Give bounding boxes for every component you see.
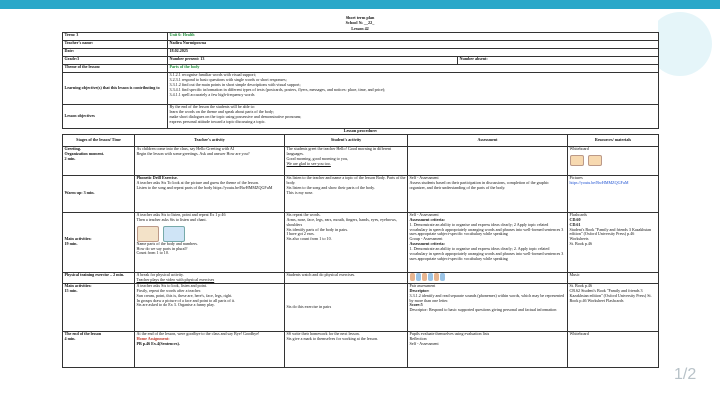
date-label: Date:: [63, 48, 168, 56]
lesson-number: Lesson 42: [351, 25, 369, 31]
text-line: Self - Assessment: [409, 212, 439, 217]
objective-line: 3.4.1.1 spell accurately a few high-frequency words: [169, 91, 255, 97]
table-row: [63, 146, 659, 175]
lesson-procedure-table: [62, 129, 659, 368]
assessment-cell: [408, 212, 568, 272]
term-label: Term: 3: [63, 32, 168, 40]
stage-cell: [63, 272, 135, 283]
school-number: School № __22_: [345, 20, 375, 26]
stage-line: The end of the lesson: [64, 331, 102, 336]
assessment-cell: [408, 331, 568, 367]
lesson-objectives: [168, 104, 659, 128]
exercise-kids-image: [410, 273, 566, 281]
text-line: As children come into the class, say Hello Greeting with AI: [136, 146, 235, 151]
stage-cell: [63, 146, 135, 175]
text-line: Sts are asked to do Ex 3. Organise a funny play.: [136, 302, 215, 308]
plan-info-table: [62, 32, 659, 129]
text-line: CB.62 Student's Book "Family and friends 3 Kazakhstan edition" (Oxford University Press) St. Book p.46 Worksheet Flashcards: [569, 287, 652, 303]
table-row: [63, 212, 659, 272]
text-line: Pictures: [569, 175, 583, 180]
document-header: [62, 15, 658, 31]
student-cell: [285, 331, 408, 367]
lesson-date: 18.02.2025: [168, 48, 659, 56]
objectives-label: Learning objective(s) that this lesson is contributing to: [63, 72, 168, 104]
stage-line: 2 min.: [64, 155, 76, 161]
number-absent: Number absent:: [458, 56, 659, 64]
assessment-cell: [408, 283, 568, 331]
stage-line: Greeting.: [64, 146, 81, 151]
grade-label: Grade:3: [63, 56, 168, 64]
lesson-plan-document: [62, 15, 658, 385]
smiley-icons: [570, 154, 657, 166]
text-line: Sts listen to the teacher and name a topic of the lesson Body. Parts of the body.: [286, 175, 406, 185]
text-line: Descriptor: Respond to basic supported questions giving personal and factual information: [409, 307, 557, 313]
student-cell: [285, 146, 408, 175]
text-line: Whiteboard: [569, 146, 589, 151]
assessment-cell: [408, 146, 568, 175]
text-line: A teacher asks Sts To look at the picture and guess the theme of the lesson.: [136, 179, 259, 185]
text-line: 3.3.1.2 identify and read separate sounds (phonemes) within words, which may be represented by more than one letter.: [409, 292, 565, 303]
text-line: Sts do this exercise in pairs: [286, 303, 332, 309]
teacher-name: Nadira Nurmipowna: [168, 40, 659, 48]
text-line: Firstly, repeat the words after a teacher.: [136, 287, 202, 293]
teacher-cell: [135, 146, 285, 175]
text-line: Begin the lesson with some greetings. Ask and answer How are you?: [136, 150, 250, 156]
objective-line: 3.1.2.1 recognise familiar words with visual support;: [169, 72, 257, 77]
student-cell: [285, 272, 408, 283]
text-line: Good morning, good morning to you,: [286, 155, 349, 161]
unit-title: Unit 6: Health: [168, 32, 659, 40]
stage-line: Physical training exercise – 2 min.: [64, 272, 125, 277]
top-accent-bar: [0, 0, 720, 9]
stage-line: Organization moment.: [64, 150, 105, 156]
student-cell: [285, 175, 408, 212]
number-present: Number present: 13: [168, 56, 458, 64]
text-line: Assessment criteria:: [409, 241, 445, 247]
assessment-cell: [408, 175, 568, 212]
learning-objectives: [168, 72, 659, 104]
teacher-cell: [135, 212, 285, 272]
text-line: Self - Assessment: [409, 175, 439, 180]
resources-cell: [568, 331, 659, 367]
video-link[interactable]: https://youtu.be/BwHMMZQGFuM: [569, 179, 629, 185]
objective-line: express personal attitude toward a topic discussing a topic.: [169, 118, 266, 124]
table-row: [63, 272, 659, 283]
teacher-cell: [135, 175, 285, 212]
text-line: Pupils evaluate themselves using evaluation lists: [409, 331, 490, 336]
text-line: Sts identify parts of the body in pairs.: [286, 226, 349, 232]
text-line: Score:5: [409, 302, 423, 308]
text-line: Arms, nose, face, legs, ears, mouth, fingers, hands, eyes, eyebrows, shoulders: [286, 216, 397, 227]
text-line: Sts give a mark to themselves for working at the lesson.: [286, 335, 379, 341]
teacher-cell: [135, 331, 285, 367]
objective-line: By the end of the lesson the students will be able to:: [169, 104, 255, 109]
text-line: PB p.46 Ex.4(Sentences).: [136, 340, 180, 346]
table-row: [63, 283, 659, 331]
text-line: A break for physical activity.: [136, 272, 184, 277]
text-line: Teacher plays the video with physical exercises: [136, 276, 215, 282]
stage-line: Main activities:: [64, 236, 92, 242]
col-stage: Stages of the lesson/ Time: [63, 134, 135, 146]
text-line: In groups draw a picture of a face and point to all parts of it.: [136, 297, 236, 303]
stage-cell: [63, 175, 135, 212]
text-line: I have got 2 ears.: [286, 231, 315, 237]
text-line: St. Book p.46: [569, 241, 593, 247]
text-line: Whiteboard: [569, 331, 589, 336]
lesson-theme: Parts of the body: [168, 64, 659, 72]
teacher-label: Teacher's name:: [63, 40, 168, 48]
text-line: Music: [569, 272, 580, 277]
objective-line: 3.3.1.2 find out the main points in short simple descriptions with visual support;: [169, 81, 301, 87]
text-line: Pair assessment: [409, 283, 436, 288]
text-line: A teacher asks Sts to listen, point and repeat Ex 1 p 46: [136, 212, 226, 217]
stage-line: 19 min.: [64, 241, 78, 247]
text-line: This is my nose.: [286, 189, 314, 195]
table-row: [63, 175, 659, 212]
body-pictures: [137, 225, 283, 242]
text-line: Assessment criteria:: [409, 216, 445, 222]
page-number: 1/2: [674, 366, 697, 383]
col-student: Student's activity: [285, 134, 408, 146]
text-line: Group - Assessment: [409, 236, 443, 242]
table-row: [63, 331, 659, 367]
stage-line: Main activities:: [64, 283, 92, 288]
text-line: Listen to the song and repeat parts of the body https://youtu.be/BwHMMZQGFuM: [136, 184, 273, 190]
objective-line: 3.2.3.1 respond to basic questions with single words or short responses;: [169, 76, 287, 82]
stage-cell: [63, 212, 135, 272]
text-line: 1. Demonstrate an ability to organise and express ideas clearly; 2. Apply topic related vocabulary in speech appropriately arranging words and phrases into well-formed sentences 3 uses appropriate subject-specific vocabulary while speaking: [409, 246, 564, 261]
text-line: We are glad to see you too.: [286, 160, 331, 166]
teacher-cell: [135, 283, 285, 331]
text-line: Phonetic Drill Exercise.: [136, 175, 178, 180]
col-resources: Resources/ materials: [568, 134, 659, 146]
body-picture-image: [163, 226, 185, 242]
text-line: Self - Assessment: [409, 340, 439, 346]
text-line: Sts also count from 1 to 10.: [286, 236, 332, 242]
text-line: Sun cream, point, this is, these are, here's, face, legs, right.: [136, 292, 233, 298]
objective-line: learn the words on the theme and speak about parts of the body;: [169, 108, 275, 114]
text-line: Worksheets: [569, 236, 589, 242]
lesson-objectives-label: Lesson objectives: [63, 104, 168, 128]
text-line: Reflection: [409, 335, 427, 341]
smiley-icon: [588, 155, 602, 166]
text-line: Sts listen to the song and show their parts of the body.: [286, 184, 375, 190]
stage-cell: [63, 331, 135, 367]
resources-cell: [568, 212, 659, 272]
resources-cell: [568, 146, 659, 175]
text-line: Name parts of the body and numbers.: [136, 240, 199, 246]
stage-line: Warm up: 3 min.: [64, 190, 95, 196]
text-line: 1. Demonstrate an ability to organise and express ideas clearly; 2 Apply topic related vocabulary in speech appropriately arranging words and phrases into well-formed sentences 3 uses appropriate subject-specific vocabulary while speaking: [409, 221, 564, 237]
student-cell: [285, 212, 408, 272]
text-line: Descriptor:: [409, 287, 430, 293]
body-picture-image: [137, 226, 159, 242]
text-line: CD.61: [569, 221, 581, 227]
teacher-cell: [135, 272, 285, 283]
text-line: Flashcards: [569, 212, 588, 217]
stage-line: 4 min.: [64, 335, 76, 341]
col-assessment: Assessment: [408, 134, 568, 146]
text-line: At the end of the lesson, were goodbye to the class and say Bye! Goodbye!: [136, 331, 260, 336]
text-line: SS write their homework for the next lesson.: [286, 331, 360, 336]
assessment-cell: [408, 272, 568, 283]
resources-cell: [568, 175, 659, 212]
col-teacher: Teacher's activity: [135, 134, 285, 146]
text-line: Sts repeat the words.: [286, 212, 321, 217]
text-line: How do we say parts in plural?: [136, 245, 188, 251]
smiley-icon: [570, 155, 584, 166]
stage-cell: [63, 283, 135, 331]
text-line: Count from 1 to 10.: [136, 250, 169, 256]
resources-cell: [568, 283, 659, 331]
doc-title: Short term plan: [345, 15, 375, 20]
text-line: Assess students based on their participation in discussions, completion of the graphic organizer, and their understanding of the parts of the body.: [409, 179, 549, 190]
objective-line: 3.3.4.1 find specific information in different types of texts (postcards, posters, flyers, messages, and notices: place, time, and price);: [169, 86, 386, 92]
text-line: Students watch and do physical exercises.: [286, 272, 356, 277]
procedure-title: Lesson procedure:: [343, 128, 378, 133]
text-line: St. Book p.46: [569, 283, 593, 288]
text-line: A teacher asks Sts to look, listen and point.: [136, 283, 207, 288]
text-line: Then a teacher asks Sts to listen and chant.: [136, 216, 207, 222]
objective-line: make short dialogues on the topic using possessive and demonstrative pronouns;: [169, 113, 302, 119]
stage-line: 15 min.: [64, 287, 78, 293]
text-line: CD.60: [569, 216, 581, 222]
theme-label: Theme of the lesson:: [63, 64, 168, 72]
student-cell: [285, 283, 408, 331]
text-line: Student's Book "Family and friends 3 Kazakhstan edition" (Oxford University Press) p.46: [569, 226, 652, 237]
resources-cell: [568, 272, 659, 283]
text-line: Home Assignment:: [136, 335, 170, 341]
text-line: The students greet the teacher Hello! Good morning in different languages.: [286, 146, 392, 156]
